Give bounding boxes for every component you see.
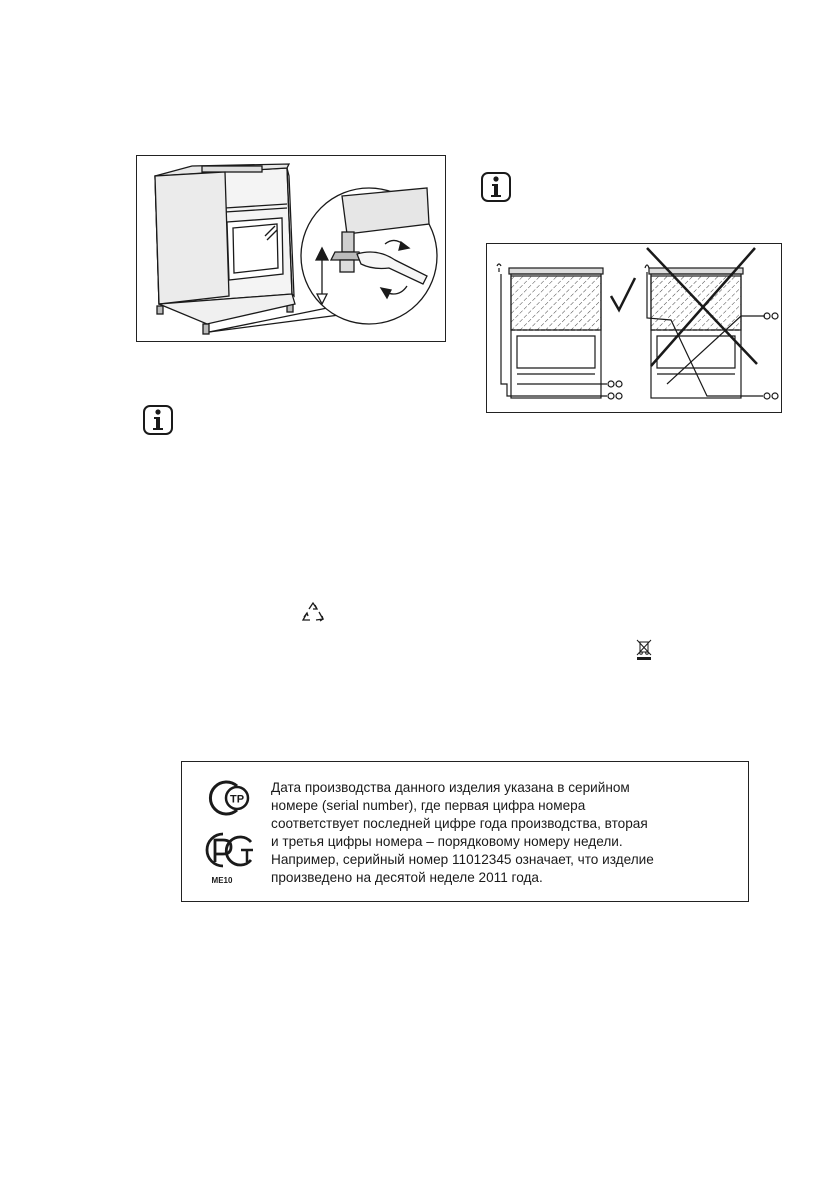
cooker-adjustable-feet-icon [137, 156, 445, 341]
eac-conformity-mark-icon [201, 778, 257, 818]
anti-tilt-wall-mounting-icon [487, 244, 781, 412]
pct-certification-mark-icon [201, 828, 257, 872]
certificate-line: Дата производства данного изделия указана в серийном [271, 780, 630, 795]
info-icon [143, 405, 173, 435]
certificate-line: соответствует последней цифре года производства, вторая [271, 816, 648, 831]
certificate-line: номере (serial number), где первая цифра номера [271, 798, 586, 813]
certificate-line: и третья цифры номера – порядковому номеру недели. [271, 834, 623, 849]
certificate-line: Например, серийный номер 11012345 означает, что изделие [271, 852, 654, 867]
svg-text:ТР: ТР [229, 793, 245, 806]
certificate-text [271, 779, 741, 887]
recycle-icon [300, 600, 326, 626]
cooker-feet-figure [136, 155, 446, 342]
certificate-line: произведено на десятой неделе 2011 года. [271, 870, 543, 885]
crossed-bin-icon [636, 638, 652, 662]
info-icon [481, 172, 511, 202]
certification-code: ME10 [211, 876, 233, 885]
anti-tilt-figure [486, 243, 782, 413]
